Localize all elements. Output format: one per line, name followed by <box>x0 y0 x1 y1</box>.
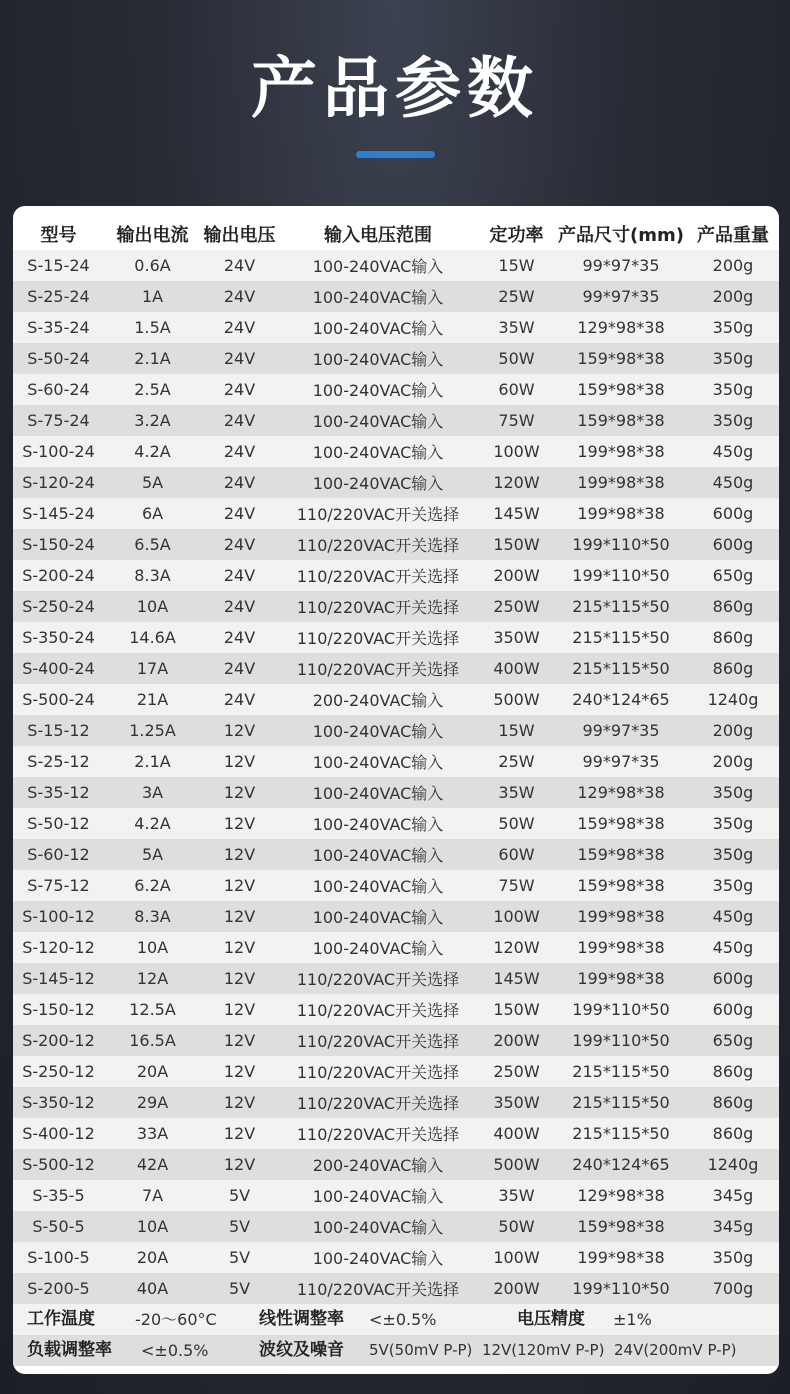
cell-product-size: 99*97*35 <box>555 281 687 312</box>
cell-rated-power: 25W <box>478 281 555 312</box>
table-row <box>13 529 779 560</box>
cell-output-voltage: 24V <box>201 684 278 715</box>
cell-output-current: 2.1A <box>104 746 201 777</box>
cell-product-size: 215*115*50 <box>555 653 687 684</box>
cell-input-voltage-range: 100-240VAC输入 <box>278 777 478 808</box>
cell-rated-power: 35W <box>478 312 555 343</box>
cell-product-size: 99*97*35 <box>555 250 687 281</box>
table-row <box>13 839 779 870</box>
cell-output-voltage: 24V <box>201 622 278 653</box>
cell-product-weight: 345g <box>687 1180 779 1211</box>
table-row <box>13 405 779 436</box>
cell-product-size: 240*124*65 <box>555 684 687 715</box>
cell-input-voltage-range: 100-240VAC输入 <box>278 312 478 343</box>
cell-output-current: 2.5A <box>104 374 201 405</box>
cell-output-voltage: 24V <box>201 250 278 281</box>
cell-product-size: 199*110*50 <box>555 529 687 560</box>
cell-output-voltage: 12V <box>201 839 278 870</box>
cell-model: S-75-24 <box>13 405 104 436</box>
cell-rated-power: 50W <box>478 1211 555 1242</box>
cell-product-weight: 200g <box>687 746 779 777</box>
table-row <box>13 436 779 467</box>
cell-rated-power: 100W <box>478 1242 555 1273</box>
cell-model: S-35-5 <box>13 1180 104 1211</box>
cell-product-size: 215*115*50 <box>555 1118 687 1149</box>
cell-output-current: 6A <box>104 498 201 529</box>
cell-rated-power: 35W <box>478 1180 555 1211</box>
table-row <box>13 1118 779 1149</box>
cell-model: S-60-12 <box>13 839 104 870</box>
table-row <box>13 808 779 839</box>
cell-output-current: 3A <box>104 777 201 808</box>
cell-input-voltage-range: 100-240VAC输入 <box>278 250 478 281</box>
cell-product-weight: 450g <box>687 436 779 467</box>
cell-output-current: 1.5A <box>104 312 201 343</box>
table-body <box>13 250 779 1304</box>
voltage-accuracy-value: ±1% <box>613 1310 652 1329</box>
cell-product-size: 199*98*38 <box>555 932 687 963</box>
cell-output-voltage: 12V <box>201 1025 278 1056</box>
cell-input-voltage-range: 110/220VAC开关选择 <box>278 1025 478 1056</box>
cell-product-weight: 200g <box>687 281 779 312</box>
cell-input-voltage-range: 100-240VAC输入 <box>278 436 478 467</box>
cell-output-current: 17A <box>104 653 201 684</box>
cell-output-current: 3.2A <box>104 405 201 436</box>
cell-input-voltage-range: 100-240VAC输入 <box>278 1242 478 1273</box>
cell-output-voltage: 12V <box>201 994 278 1025</box>
header-input-voltage-range: 输入电压范围 <box>324 225 432 246</box>
cell-output-current: 2.1A <box>104 343 201 374</box>
title-underline <box>356 151 435 158</box>
cell-input-voltage-range: 110/220VAC开关选择 <box>278 591 478 622</box>
table-row <box>13 653 779 684</box>
cell-output-current: 6.2A <box>104 870 201 901</box>
cell-rated-power: 50W <box>478 808 555 839</box>
cell-rated-power: 75W <box>478 870 555 901</box>
cell-product-weight: 350g <box>687 777 779 808</box>
cell-output-voltage: 5V <box>201 1242 278 1273</box>
table-row <box>13 715 779 746</box>
cell-input-voltage-range: 100-240VAC输入 <box>278 746 478 777</box>
cell-output-voltage: 12V <box>201 963 278 994</box>
cell-input-voltage-range: 100-240VAC输入 <box>278 932 478 963</box>
cell-rated-power: 400W <box>478 653 555 684</box>
cell-model: S-250-12 <box>13 1056 104 1087</box>
cell-output-current: 33A <box>104 1118 201 1149</box>
cell-input-voltage-range: 100-240VAC输入 <box>278 1211 478 1242</box>
cell-rated-power: 500W <box>478 684 555 715</box>
cell-output-current: 10A <box>104 1211 201 1242</box>
cell-product-size: 199*98*38 <box>555 1242 687 1273</box>
cell-model: S-100-24 <box>13 436 104 467</box>
cell-output-current: 12A <box>104 963 201 994</box>
cell-product-weight: 860g <box>687 1118 779 1149</box>
cell-input-voltage-range: 100-240VAC输入 <box>278 281 478 312</box>
cell-model: S-25-24 <box>13 281 104 312</box>
table-header-row <box>13 218 779 250</box>
cell-input-voltage-range: 110/220VAC开关选择 <box>278 653 478 684</box>
cell-output-voltage: 12V <box>201 1149 278 1180</box>
table-row <box>13 1242 779 1273</box>
spec-footer-row-2 <box>13 1335 779 1366</box>
cell-output-current: 5A <box>104 467 201 498</box>
cell-product-size: 240*124*65 <box>555 1149 687 1180</box>
header-rated-power: 定功率 <box>489 225 544 246</box>
table-row <box>13 777 779 808</box>
cell-model: S-15-24 <box>13 250 104 281</box>
cell-model: S-150-12 <box>13 994 104 1025</box>
cell-input-voltage-range: 110/220VAC开关选择 <box>278 994 478 1025</box>
cell-product-weight: 860g <box>687 622 779 653</box>
cell-output-voltage: 12V <box>201 808 278 839</box>
cell-product-size: 159*98*38 <box>555 374 687 405</box>
cell-model: S-120-12 <box>13 932 104 963</box>
cell-output-voltage: 12V <box>201 901 278 932</box>
header-product-weight: 产品重量 <box>697 225 769 246</box>
cell-rated-power: 120W <box>478 932 555 963</box>
cell-product-weight: 350g <box>687 870 779 901</box>
cell-product-weight: 350g <box>687 343 779 374</box>
page-title: 产品参数 <box>251 50 539 127</box>
cell-product-weight: 450g <box>687 467 779 498</box>
load-regulation-label: 负载调整率 <box>27 1340 112 1360</box>
cell-product-size: 215*115*50 <box>555 1056 687 1087</box>
cell-input-voltage-range: 100-240VAC输入 <box>278 870 478 901</box>
cell-input-voltage-range: 110/220VAC开关选择 <box>278 529 478 560</box>
cell-model: S-350-24 <box>13 622 104 653</box>
cell-product-size: 199*110*50 <box>555 994 687 1025</box>
cell-output-voltage: 24V <box>201 374 278 405</box>
cell-output-voltage: 24V <box>201 281 278 312</box>
cell-input-voltage-range: 100-240VAC输入 <box>278 343 478 374</box>
cell-input-voltage-range: 200-240VAC输入 <box>278 1149 478 1180</box>
table-row <box>13 1087 779 1118</box>
cell-product-weight: 600g <box>687 529 779 560</box>
cell-input-voltage-range: 100-240VAC输入 <box>278 1180 478 1211</box>
table-row <box>13 1056 779 1087</box>
table-row <box>13 994 779 1025</box>
table-row <box>13 932 779 963</box>
cell-product-weight: 450g <box>687 932 779 963</box>
cell-product-weight: 860g <box>687 591 779 622</box>
cell-output-current: 12.5A <box>104 994 201 1025</box>
cell-product-weight: 650g <box>687 560 779 591</box>
cell-product-weight: 600g <box>687 963 779 994</box>
cell-model: S-500-24 <box>13 684 104 715</box>
header-output-voltage: 输出电压 <box>203 225 276 246</box>
cell-output-current: 29A <box>104 1087 201 1118</box>
spec-table <box>13 218 779 1304</box>
cell-input-voltage-range: 110/220VAC开关选择 <box>278 1056 478 1087</box>
cell-product-size: 159*98*38 <box>555 870 687 901</box>
table-row <box>13 746 779 777</box>
header-product-size: 产品尺寸(mm) <box>558 225 684 246</box>
cell-product-weight: 350g <box>687 405 779 436</box>
table-row <box>13 963 779 994</box>
cell-product-weight: 345g <box>687 1211 779 1242</box>
cell-model: S-15-12 <box>13 715 104 746</box>
header-model: 型号 <box>40 225 77 246</box>
cell-output-current: 6.5A <box>104 529 201 560</box>
cell-product-size: 199*110*50 <box>555 1273 687 1304</box>
cell-model: S-200-5 <box>13 1273 104 1304</box>
cell-product-size: 215*115*50 <box>555 622 687 653</box>
cell-input-voltage-range: 100-240VAC输入 <box>278 808 478 839</box>
cell-model: S-35-12 <box>13 777 104 808</box>
cell-product-size: 129*98*38 <box>555 312 687 343</box>
cell-input-voltage-range: 100-240VAC输入 <box>278 839 478 870</box>
spec-footer-row-1 <box>13 1304 779 1335</box>
cell-product-size: 159*98*38 <box>555 405 687 436</box>
cell-model: S-75-12 <box>13 870 104 901</box>
cell-product-size: 99*97*35 <box>555 746 687 777</box>
cell-output-voltage: 5V <box>201 1273 278 1304</box>
cell-output-voltage: 24V <box>201 529 278 560</box>
cell-output-voltage: 5V <box>201 1211 278 1242</box>
table-row <box>13 250 779 281</box>
cell-product-weight: 350g <box>687 374 779 405</box>
cell-output-current: 16.5A <box>104 1025 201 1056</box>
cell-model: S-50-24 <box>13 343 104 374</box>
cell-output-voltage: 12V <box>201 746 278 777</box>
table-row <box>13 1025 779 1056</box>
table-row <box>13 498 779 529</box>
cell-product-weight: 650g <box>687 1025 779 1056</box>
cell-output-voltage: 24V <box>201 436 278 467</box>
cell-output-current: 42A <box>104 1149 201 1180</box>
table-row <box>13 467 779 498</box>
cell-output-current: 4.2A <box>104 436 201 467</box>
cell-product-size: 199*98*38 <box>555 467 687 498</box>
cell-product-size: 129*98*38 <box>555 1180 687 1211</box>
cell-output-voltage: 24V <box>201 653 278 684</box>
cell-product-size: 215*115*50 <box>555 1087 687 1118</box>
cell-product-weight: 860g <box>687 1087 779 1118</box>
cell-model: S-145-12 <box>13 963 104 994</box>
cell-product-weight: 350g <box>687 808 779 839</box>
table-row <box>13 684 779 715</box>
cell-output-voltage: 12V <box>201 1118 278 1149</box>
cell-model: S-350-12 <box>13 1087 104 1118</box>
spec-card <box>13 206 779 1374</box>
ripple-noise-label: 波纹及噪音 <box>259 1340 344 1360</box>
cell-rated-power: 145W <box>478 498 555 529</box>
cell-model: S-250-24 <box>13 591 104 622</box>
cell-output-current: 8.3A <box>104 560 201 591</box>
cell-output-voltage: 24V <box>201 560 278 591</box>
table-row <box>13 591 779 622</box>
cell-output-current: 8.3A <box>104 901 201 932</box>
voltage-accuracy-label: 电压精度 <box>517 1309 585 1329</box>
cell-product-size: 99*97*35 <box>555 715 687 746</box>
cell-output-voltage: 12V <box>201 1087 278 1118</box>
cell-output-current: 1A <box>104 281 201 312</box>
operating-temp-value: -20～60°C <box>135 1310 217 1329</box>
cell-product-weight: 600g <box>687 994 779 1025</box>
cell-rated-power: 15W <box>478 250 555 281</box>
cell-rated-power: 60W <box>478 374 555 405</box>
cell-input-voltage-range: 100-240VAC输入 <box>278 467 478 498</box>
cell-output-voltage: 5V <box>201 1180 278 1211</box>
cell-rated-power: 200W <box>478 1273 555 1304</box>
cell-output-voltage: 12V <box>201 777 278 808</box>
cell-output-current: 20A <box>104 1242 201 1273</box>
table-row <box>13 901 779 932</box>
cell-input-voltage-range: 110/220VAC开关选择 <box>278 1118 478 1149</box>
cell-output-current: 14.6A <box>104 622 201 653</box>
cell-rated-power: 250W <box>478 1056 555 1087</box>
cell-output-current: 21A <box>104 684 201 715</box>
cell-product-weight: 1240g <box>687 684 779 715</box>
cell-output-voltage: 12V <box>201 870 278 901</box>
cell-product-size: 199*110*50 <box>555 560 687 591</box>
header-output-current: 输出电流 <box>116 225 189 246</box>
table-row <box>13 870 779 901</box>
cell-rated-power: 350W <box>478 622 555 653</box>
cell-rated-power: 25W <box>478 746 555 777</box>
table-row <box>13 1273 779 1304</box>
cell-input-voltage-range: 110/220VAC开关选择 <box>278 498 478 529</box>
cell-rated-power: 500W <box>478 1149 555 1180</box>
cell-rated-power: 35W <box>478 777 555 808</box>
table-row <box>13 1180 779 1211</box>
cell-output-current: 0.6A <box>104 250 201 281</box>
table-row <box>13 622 779 653</box>
cell-model: S-500-12 <box>13 1149 104 1180</box>
cell-model: S-25-12 <box>13 746 104 777</box>
cell-product-size: 159*98*38 <box>555 839 687 870</box>
cell-rated-power: 60W <box>478 839 555 870</box>
cell-output-current: 1.25A <box>104 715 201 746</box>
ripple-noise-value: 5V(50mV P-P) 12V(120mV P-P) 24V(200mV P-P) <box>369 1341 737 1359</box>
cell-model: S-200-24 <box>13 560 104 591</box>
cell-input-voltage-range: 110/220VAC开关选择 <box>278 1273 478 1304</box>
cell-rated-power: 350W <box>478 1087 555 1118</box>
cell-output-current: 7A <box>104 1180 201 1211</box>
cell-output-voltage: 12V <box>201 715 278 746</box>
cell-input-voltage-range: 100-240VAC输入 <box>278 374 478 405</box>
cell-output-voltage: 24V <box>201 312 278 343</box>
cell-input-voltage-range: 110/220VAC开关选择 <box>278 963 478 994</box>
cell-product-weight: 350g <box>687 1242 779 1273</box>
cell-product-size: 159*98*38 <box>555 1211 687 1242</box>
cell-rated-power: 15W <box>478 715 555 746</box>
cell-model: S-400-12 <box>13 1118 104 1149</box>
cell-input-voltage-range: 100-240VAC输入 <box>278 715 478 746</box>
cell-product-weight: 450g <box>687 901 779 932</box>
cell-input-voltage-range: 110/220VAC开关选择 <box>278 1087 478 1118</box>
cell-product-size: 199*98*38 <box>555 436 687 467</box>
line-regulation-label: 线性调整率 <box>259 1309 344 1329</box>
cell-product-weight: 350g <box>687 839 779 870</box>
cell-input-voltage-range: 100-240VAC输入 <box>278 901 478 932</box>
cell-output-voltage: 12V <box>201 932 278 963</box>
table-row <box>13 312 779 343</box>
cell-product-size: 129*98*38 <box>555 777 687 808</box>
operating-temp-label: 工作温度 <box>27 1309 95 1329</box>
cell-model: S-50-5 <box>13 1211 104 1242</box>
cell-product-weight: 200g <box>687 715 779 746</box>
cell-output-voltage: 12V <box>201 1056 278 1087</box>
cell-product-weight: 1240g <box>687 1149 779 1180</box>
cell-output-current: 20A <box>104 1056 201 1087</box>
table-row <box>13 343 779 374</box>
cell-input-voltage-range: 200-240VAC输入 <box>278 684 478 715</box>
cell-product-size: 159*98*38 <box>555 343 687 374</box>
cell-rated-power: 400W <box>478 1118 555 1149</box>
cell-rated-power: 75W <box>478 405 555 436</box>
table-row <box>13 374 779 405</box>
cell-model: S-200-12 <box>13 1025 104 1056</box>
cell-output-voltage: 24V <box>201 405 278 436</box>
cell-input-voltage-range: 100-240VAC输入 <box>278 405 478 436</box>
cell-product-weight: 860g <box>687 1056 779 1087</box>
cell-rated-power: 145W <box>478 963 555 994</box>
cell-rated-power: 150W <box>478 994 555 1025</box>
line-regulation-value: <±0.5% <box>369 1310 437 1329</box>
cell-output-current: 10A <box>104 591 201 622</box>
cell-rated-power: 100W <box>478 901 555 932</box>
cell-product-weight: 200g <box>687 250 779 281</box>
cell-product-size: 199*98*38 <box>555 901 687 932</box>
cell-input-voltage-range: 110/220VAC开关选择 <box>278 560 478 591</box>
cell-output-voltage: 24V <box>201 591 278 622</box>
cell-product-weight: 600g <box>687 498 779 529</box>
cell-output-current: 40A <box>104 1273 201 1304</box>
cell-rated-power: 120W <box>478 467 555 498</box>
table-row <box>13 281 779 312</box>
cell-product-size: 199*110*50 <box>555 1025 687 1056</box>
cell-rated-power: 50W <box>478 343 555 374</box>
cell-rated-power: 200W <box>478 1025 555 1056</box>
load-regulation-value: <±0.5% <box>141 1341 209 1360</box>
cell-rated-power: 250W <box>478 591 555 622</box>
table-row <box>13 560 779 591</box>
cell-product-weight: 860g <box>687 653 779 684</box>
cell-output-voltage: 24V <box>201 343 278 374</box>
cell-output-current: 5A <box>104 839 201 870</box>
cell-model: S-50-12 <box>13 808 104 839</box>
cell-product-size: 159*98*38 <box>555 808 687 839</box>
cell-rated-power: 100W <box>478 436 555 467</box>
cell-model: S-60-24 <box>13 374 104 405</box>
cell-product-size: 215*115*50 <box>555 591 687 622</box>
cell-model: S-100-5 <box>13 1242 104 1273</box>
cell-product-size: 199*98*38 <box>555 498 687 529</box>
cell-output-current: 4.2A <box>104 808 201 839</box>
cell-model: S-120-24 <box>13 467 104 498</box>
cell-input-voltage-range: 110/220VAC开关选择 <box>278 622 478 653</box>
cell-model: S-400-24 <box>13 653 104 684</box>
cell-model: S-145-24 <box>13 498 104 529</box>
cell-output-current: 10A <box>104 932 201 963</box>
cell-output-voltage: 24V <box>201 467 278 498</box>
cell-output-voltage: 24V <box>201 498 278 529</box>
table-row <box>13 1149 779 1180</box>
cell-model: S-150-24 <box>13 529 104 560</box>
cell-rated-power: 200W <box>478 560 555 591</box>
cell-product-weight: 350g <box>687 312 779 343</box>
cell-model: S-35-24 <box>13 312 104 343</box>
cell-model: S-100-12 <box>13 901 104 932</box>
cell-rated-power: 150W <box>478 529 555 560</box>
cell-product-weight: 700g <box>687 1273 779 1304</box>
table-row <box>13 1211 779 1242</box>
cell-product-size: 199*98*38 <box>555 963 687 994</box>
